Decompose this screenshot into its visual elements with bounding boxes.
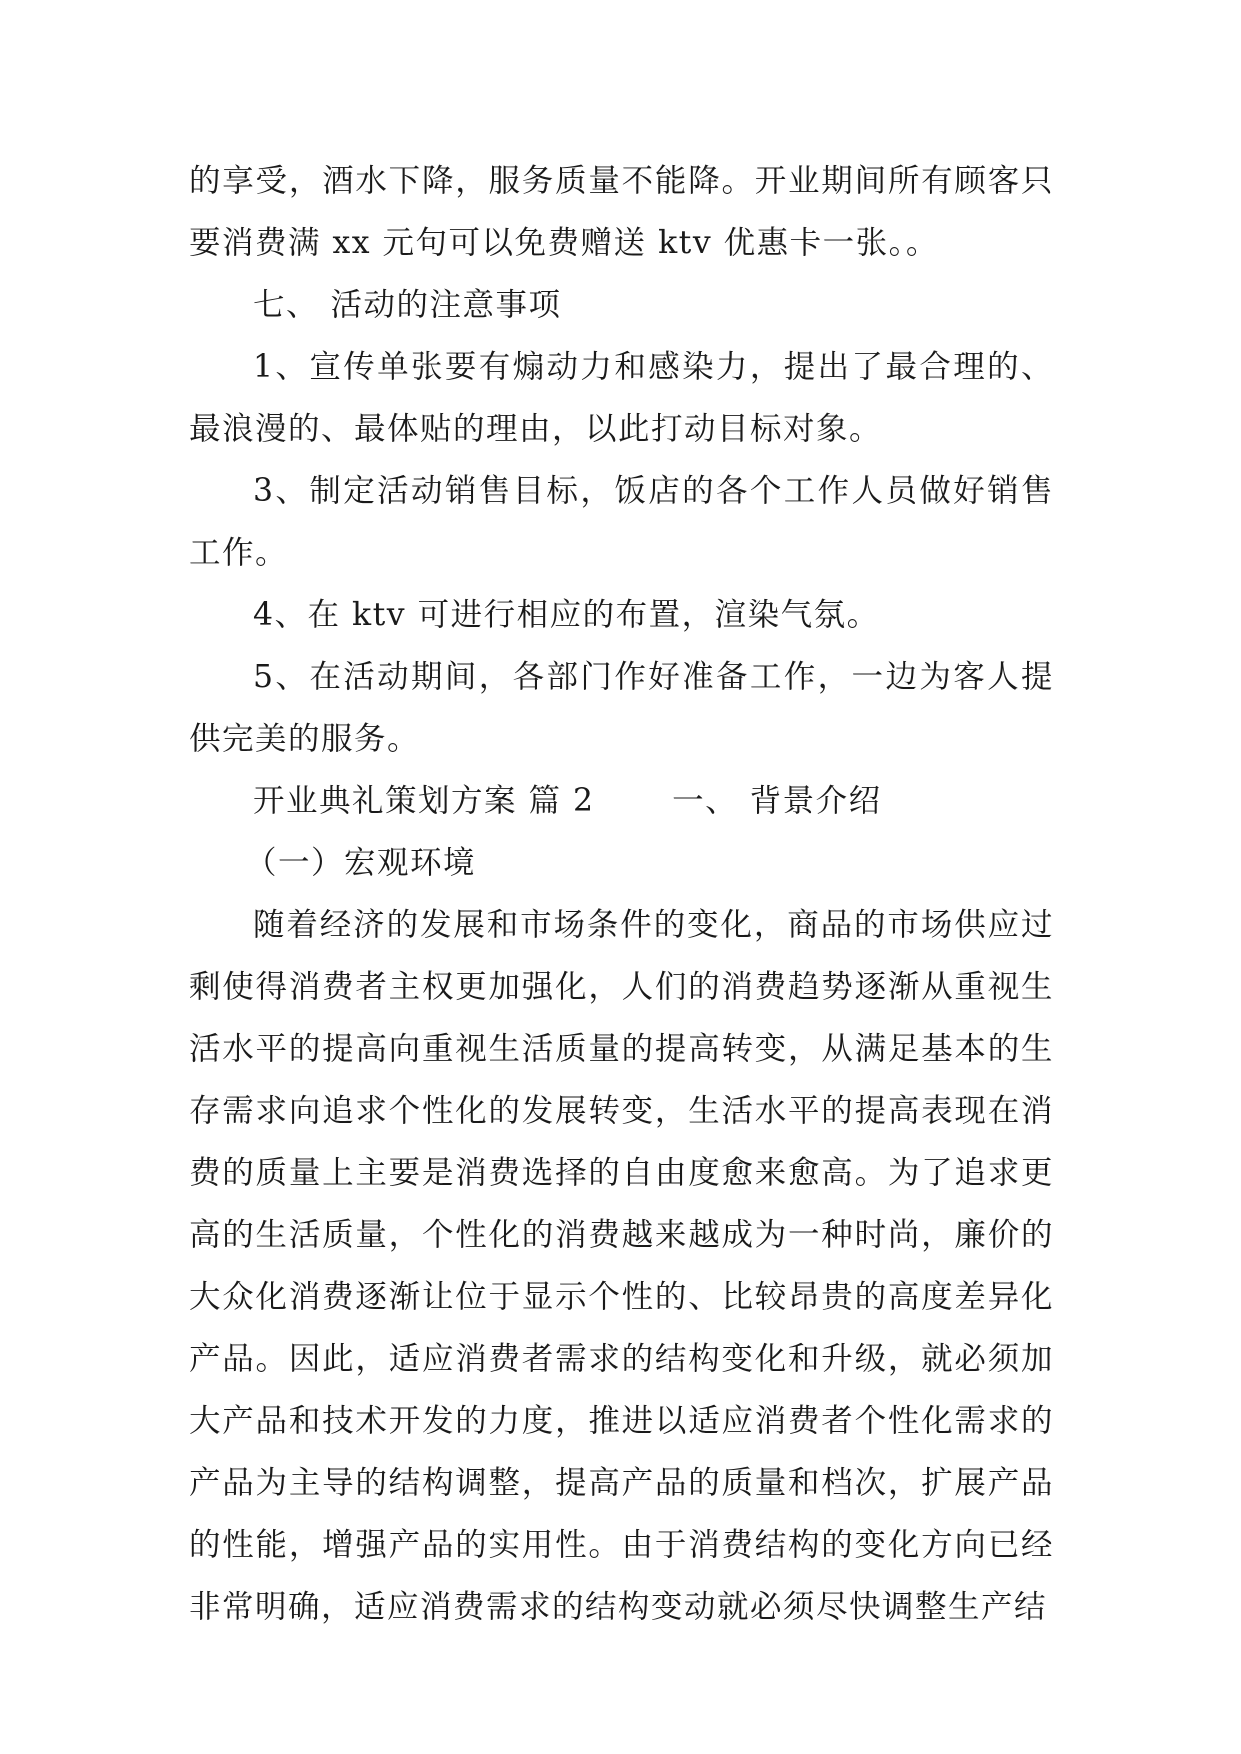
section-heading-plan-2: 开业典礼策划方案 篇 2 一、 背景介绍 xyxy=(253,783,882,819)
paragraph-macro-environment: 随着经济的发展和市场条件的变化，商品的市场供应过剩使得消费者主权更加强化，人们的消费趋势逐渐从重视生活水平的提高向重视生活质量的提高转变，从满足基本的生存需求向追求个性化的发展转变，生活水平的提高表现在消费的质量上主要是消费选择的自由度愈来愈高。为了追求更高的生活质量，个性化的消费越来越成为一种时尚，廉价的大众化消费逐渐让位于显示个性的、比较昂贵的高度差异化产品。因此，适应消费者需求的结构变化和升级，就必须加大产品和技术开发的力度，推进以适应消费者个性化需求的产品为主导的结构调整，提高产品的质量和档次，扩展产品的性能，增强产品的实用性。由于消费结构的变化方向已经非常明确，适应消费需求的结构变动就必须尽快调整生产结 xyxy=(189,907,1054,1625)
list-item-department-prep: 5、在活动期间，各部门作好准备工作，一边为客人提供完美的服务。 xyxy=(189,659,1054,757)
list-item-sales-target: 3、制定活动销售目标，饭店的各个工作人员做好销售工作。 xyxy=(189,473,1054,571)
list-item-ktv-decoration: 4、在 ktv 可进行相应的布置，渲染气氛。 xyxy=(253,597,880,633)
list-item-flyer: 1、宣传单张要有煽动力和感染力，提出了最合理的、最浪漫的、最体贴的理由，以此打动目标对象。 xyxy=(189,349,1054,447)
section-heading-precautions: 七、 活动的注意事项 xyxy=(253,287,562,323)
subsection-heading-macro-environment: （一）宏观环境 xyxy=(245,845,477,881)
document-body xyxy=(189,150,1054,1638)
paragraph-continuation: 的享受，酒水下降，服务质量不能降。开业期间所有顾客只要消费满 xx 元句可以免费赠送 ktv 优惠卡一张。。 xyxy=(189,163,1054,261)
